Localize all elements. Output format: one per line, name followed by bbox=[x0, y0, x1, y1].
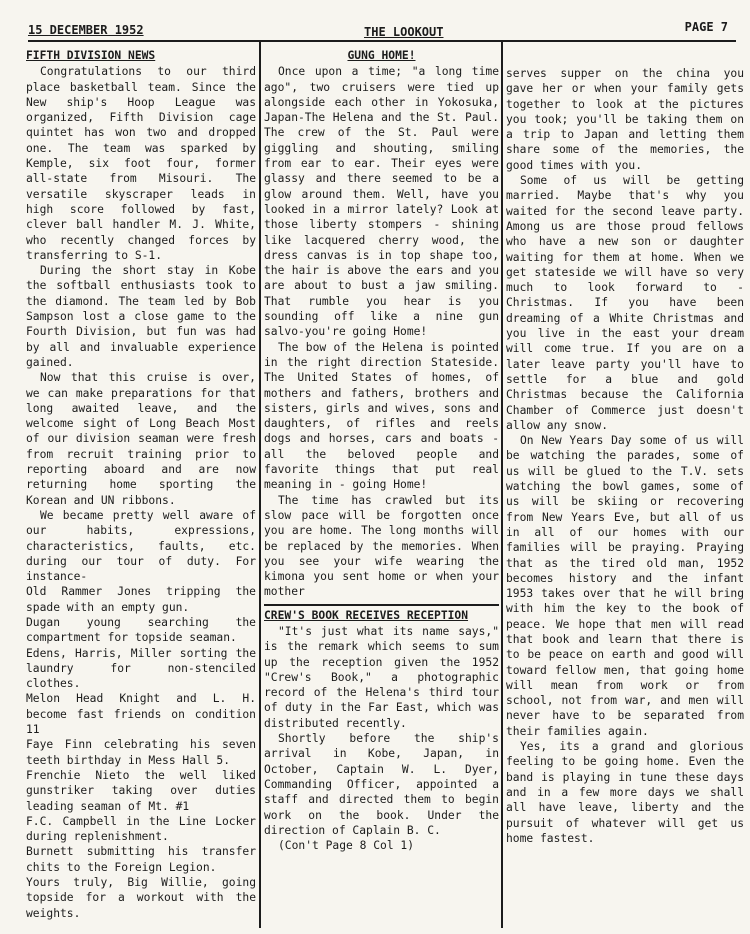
article-paragraph: Some of us will be getting married. Maybe that's why you waited for the second leave party. Among us are those proud fellows who have a new son or daughter waiting for them at home. When we get stateside we will have so very much to look forward to - Christmas. If you have been dreaming of a White Christmas and you live in the east your dream will come true. If you are on a later leave party you'll have to settle for a blue and gold Christmas because the California Chamber of Commerce just doesn't allow any snow. bbox=[506, 174, 744, 432]
article-paragraph: Now that this cruise is over, we can make preparations for that long awaited leave, and the welcome sight of Long Beach Most of our division seaman were fresh from recruit training prior to reporting aboard and are now returning home sporting the Korean and UN ribbons. bbox=[26, 371, 256, 507]
article-paragraph: Once upon a time; "a long time ago", two cruisers were tied up alongside each other in Yokosuka, Japan-The Helena and the St. Paul. The crew of the St. Paul were giggling and shouting, smiling from ear to ear. Their eyes were glassy and there seemed to be a glow around them. Well, have you looked in a mirror lately? Look at those liberty stompers - shining like lacquered cherry wood, the dress canvas is in top shape too, the hair is above the ears and you are about to bust a jaw smiling. That rumble you hear is you sounding off like a nine gun salvo-you're going Home! bbox=[264, 65, 499, 339]
list-item: Yours truly, Big Willie, going topside for a workout with the weights. bbox=[26, 876, 256, 920]
column-divider bbox=[501, 42, 503, 928]
list-item: Faye Finn celebrating his seven teeth birthday in Mess Hall 5. bbox=[26, 738, 256, 767]
article-paragraph: serves supper on the china you gave her or when your family gets together to look at the pictures you took; you'll be taking them on a trip to Japan and letting them share some of the memories, the good times with you. bbox=[506, 67, 744, 172]
list-item: Old Rammer Jones tripping the spade with an empty gun. bbox=[26, 585, 256, 614]
article-box bbox=[264, 604, 499, 854]
list-item: Dugan young searching the compartment for topside seaman. bbox=[26, 615, 256, 645]
list-item: Burnett submitting his transfer chits to the Foreign Legion. bbox=[26, 845, 256, 874]
column-divider bbox=[259, 42, 261, 928]
page-header bbox=[28, 20, 736, 42]
column-2 bbox=[264, 48, 499, 933]
list-item: Edens, Harris, Miller sorting the laundry for non-stenciled clothes. bbox=[26, 646, 256, 691]
article-paragraph: We became pretty well aware of our habits, expressions, characteristics, faults, etc. during our tour of duty. For instance- bbox=[26, 508, 256, 584]
article-heading: CREW'S BOOK RECEIVES RECEPTION bbox=[264, 608, 469, 622]
article-heading: FIFTH DIVISION NEWS bbox=[26, 49, 156, 62]
list-item: Frenchie Nieto the well liked gunstriker taking over duties leading seaman of Mt. #1 bbox=[26, 768, 256, 813]
article-paragraph: Congratulations to our third place basketball team. Since the New ship's Hoop League was organized, Fifth Division cage quintet has won two and dropped one. The team was sparked by Kemple, six foot four, former all-state from Misouri. The versatile skyscraper leads in high score followed by fast, clever ball handler M. J. White, who recently changed forces by transferring to S-1. bbox=[26, 65, 256, 262]
article-paragraph: The bow of the Helena is pointed in the right direction Stateside. The United States of homes, of mothers and fathers, brothers and sisters, girls and wives, sons and daughters, of rifles and reels dogs and horses, cars and boats -all the beloved people and favorite things that put real meaning in - going Home! bbox=[264, 340, 499, 492]
issue-date: 15 DECEMBER 1952 bbox=[28, 23, 144, 37]
article-paragraph: The time has crawled but its slow pace will be forgotten once you are home. The long months will be replaced by the memories. When you see your wife wearing the kimona you sent home or when your mother bbox=[264, 493, 499, 599]
list-item: Melon Head Knight and L. H. become fast friends on condition 11 bbox=[26, 692, 256, 737]
list-item: F.C. Campbell in the Line Locker during replenishment. bbox=[26, 814, 256, 844]
article-heading: GUNG HOME! bbox=[347, 49, 416, 62]
article-paragraph: Shortly before the ship's arrival in Kobe, Japan, in October, Captain W. L. Dyer, Commanding Officer, appointed a staff and directed them to begin work on the book. Under the direction of Caplain B. C. bbox=[264, 732, 499, 837]
article-paragraph: During the short stay in Kobe the softball enthusiasts took to the diamond. The team led by Bob Sampson lost a close game to the Fourth Division, but fun was had by all and invaluable experience gained. bbox=[26, 264, 256, 369]
continuation-note: (Con't Page 8 Col 1) bbox=[278, 839, 415, 853]
column-1 bbox=[26, 48, 256, 928]
newspaper-title: THE LOOKOUT bbox=[364, 25, 444, 39]
article-paragraph: On New Years Day some of us will be watching the parades, some of us will be glued to the T.V. sets watching the bowl games, some of us will be skiing or recovering from New Years Eve, but all of us in all of our homes with our families will be praying. Praying that as the tired old man, 1952 becomes history and the infant 1953 takes over that he will bring with him the key to the book of peace. We hope that men will read that book and learn that there is to be peace on earth and good will toward fellow men, that going home will mean from work or from school, not from war, and men will never have to be separated from their families again. bbox=[506, 434, 744, 738]
page-number: PAGE 7 bbox=[684, 20, 728, 34]
article-paragraph: Yes, its a grand and glorious feeling to be going home. Even the band is playing in tune these days and in a few more days we shall all have leave, liberty and the pursuit of whatever will get us home fastest. bbox=[506, 740, 744, 845]
column-3 bbox=[506, 66, 744, 934]
article-paragraph: "It's just what its name says," is the remark which seems to sum up the reception given the 1952 "Crew's Book," a photographic record of the Helena's third tour of duty in the Far East, which was distributed recently. bbox=[264, 624, 499, 730]
